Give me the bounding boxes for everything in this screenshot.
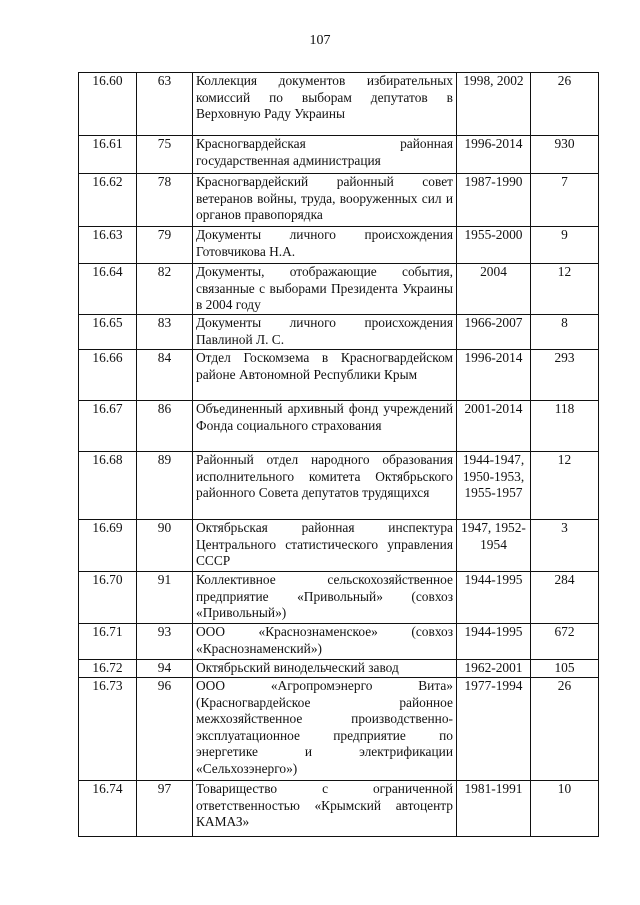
fund-number: 75 (137, 136, 193, 174)
storage-units: 672 (531, 624, 599, 660)
row-number: 16.62 (79, 174, 137, 227)
fund-years: 1987-1990 (457, 174, 531, 227)
table-row (79, 227, 599, 264)
fund-title: Красногвардейский районный совет ветеранов войны, труда, вооруженных сил и органов правопорядка (193, 174, 457, 227)
storage-units: 12 (531, 264, 599, 315)
row-number: 16.72 (79, 660, 137, 678)
fund-title: Октябрьский винодельческий завод (193, 660, 457, 678)
fund-number: 97 (137, 781, 193, 837)
fund-number: 96 (137, 678, 193, 781)
storage-units: 7 (531, 174, 599, 227)
row-number: 16.70 (79, 572, 137, 624)
table-row (79, 678, 599, 781)
row-number: 16.64 (79, 264, 137, 315)
fund-years: 2001-2014 (457, 401, 531, 452)
storage-units: 284 (531, 572, 599, 624)
fund-title: Документы, отображающие события, связанные с выборами Президента Украины в 2004 году (193, 264, 457, 315)
fund-number: 86 (137, 401, 193, 452)
fund-years: 1996-2014 (457, 136, 531, 174)
table-row (79, 401, 599, 452)
page-number: 107 (309, 33, 331, 48)
archive-funds-table (78, 72, 599, 837)
table-row (79, 660, 599, 678)
fund-years: 1962-2001 (457, 660, 531, 678)
fund-title: Октябрьская районная инспектура Центрального статистического управления СССР (193, 520, 457, 572)
storage-units: 9 (531, 227, 599, 264)
row-number: 16.65 (79, 315, 137, 350)
row-number: 16.71 (79, 624, 137, 660)
table-row (79, 350, 599, 401)
fund-title: Товарищество с ограниченной ответственностью «Крымский автоцентр КАМАЗ» (193, 781, 457, 837)
fund-years: 1944-1995 (457, 624, 531, 660)
table-row (79, 452, 599, 520)
fund-number: 63 (137, 73, 193, 136)
fund-years: 1977-1994 (457, 678, 531, 781)
storage-units: 10 (531, 781, 599, 837)
fund-title: Районный отдел народного образования исполнительного комитета Октябрьского районного Совета депутатов трудящихся (193, 452, 457, 520)
fund-years: 1955-2000 (457, 227, 531, 264)
fund-number: 93 (137, 624, 193, 660)
storage-units: 26 (531, 73, 599, 136)
fund-years: 1998, 2002 (457, 73, 531, 136)
fund-title: ООО «Краснознаменское» (совхоз «Краснознаменский») (193, 624, 457, 660)
fund-title: Коллективное сельскохозяйственное предприятие «Привольный» (совхоз «Привольный») (193, 572, 457, 624)
table-row (79, 315, 599, 350)
fund-title: Объединенный архивный фонд учреждений Фонда социального страхования (193, 401, 457, 452)
fund-number: 78 (137, 174, 193, 227)
row-number: 16.66 (79, 350, 137, 401)
fund-years: 1981-1991 (457, 781, 531, 837)
storage-units: 930 (531, 136, 599, 174)
fund-title: Документы личного происхождения Готовчикова Н.А. (193, 227, 457, 264)
row-number: 16.69 (79, 520, 137, 572)
storage-units: 293 (531, 350, 599, 401)
table-row (79, 174, 599, 227)
fund-years: 1944-1947, 1950-1953, 1955-1957 (457, 452, 531, 520)
storage-units: 8 (531, 315, 599, 350)
row-number: 16.60 (79, 73, 137, 136)
storage-units: 12 (531, 452, 599, 520)
fund-number: 90 (137, 520, 193, 572)
storage-units: 26 (531, 678, 599, 781)
fund-number: 79 (137, 227, 193, 264)
table-row (79, 781, 599, 837)
fund-number: 82 (137, 264, 193, 315)
fund-years: 1996-2014 (457, 350, 531, 401)
storage-units: 118 (531, 401, 599, 452)
table-row (79, 73, 599, 136)
fund-years: 2004 (457, 264, 531, 315)
fund-title: Документы личного происхождения Павлиной Л. С. (193, 315, 457, 350)
storage-units: 3 (531, 520, 599, 572)
fund-title: Коллекция документов избирательных комиссий по выборам депутатов в Верховную Раду Украины (193, 73, 457, 136)
fund-title: ООО «Агропромэнерго Вита» (Красногвардейское районное межхозяйственное производственно-эксплуатационное предприятие по энергетике и электрификации «Сельхозэнерго») (193, 678, 457, 781)
row-number: 16.61 (79, 136, 137, 174)
fund-title: Красногвардейская районная государственная администрация (193, 136, 457, 174)
table-row (79, 624, 599, 660)
fund-years: 1947, 1952-1954 (457, 520, 531, 572)
fund-number: 89 (137, 452, 193, 520)
fund-number: 91 (137, 572, 193, 624)
fund-years: 1966-2007 (457, 315, 531, 350)
table-row (79, 572, 599, 624)
fund-number: 94 (137, 660, 193, 678)
table-row (79, 264, 599, 315)
fund-number: 83 (137, 315, 193, 350)
storage-units: 105 (531, 660, 599, 678)
row-number: 16.73 (79, 678, 137, 781)
row-number: 16.63 (79, 227, 137, 264)
fund-title: Отдел Госкомзема в Красногвардейском районе Автономной Республики Крым (193, 350, 457, 401)
row-number: 16.68 (79, 452, 137, 520)
row-number: 16.74 (79, 781, 137, 837)
table-row (79, 520, 599, 572)
table-row (79, 136, 599, 174)
fund-years: 1944-1995 (457, 572, 531, 624)
row-number: 16.67 (79, 401, 137, 452)
fund-number: 84 (137, 350, 193, 401)
